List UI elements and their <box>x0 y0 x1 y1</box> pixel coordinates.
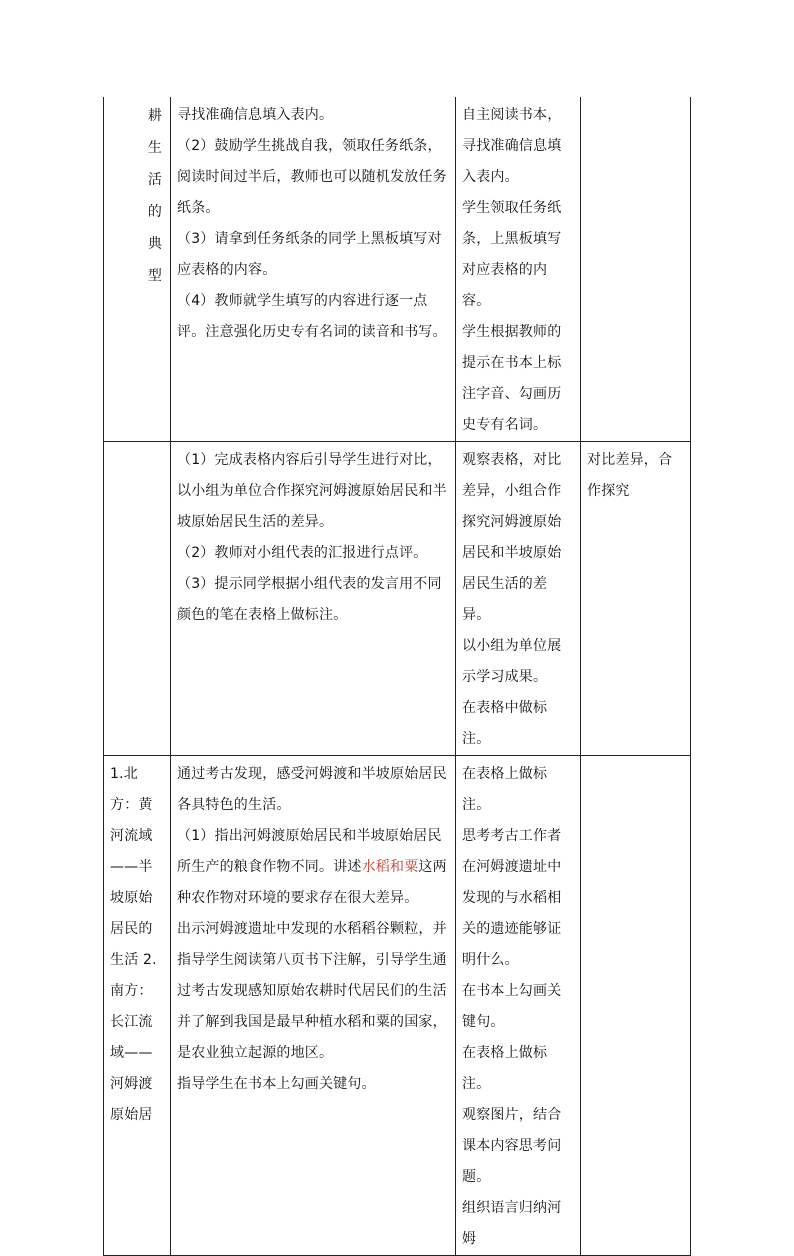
table-row <box>104 97 691 442</box>
student-paragraph: 观察表格，对比差异，小组合作探究河姆渡原始居民和半坡原始居民生活的差异。 <box>462 452 562 623</box>
teacher-activity-cell <box>171 756 456 1256</box>
design-intent-text <box>581 97 690 100</box>
topic-cell <box>104 756 171 1256</box>
student-paragraph: 学生领取任务纸条，上黑板填写对应表格的内容。 <box>462 200 562 309</box>
student-paragraph: 在书本上勾画关键句。 <box>462 983 562 1030</box>
design-intent-cell <box>581 442 691 756</box>
topic-text: 1.北方：黄河流域——半坡原始居民的生活 2.南方：长江流域——河姆渡原始居 <box>110 766 157 1123</box>
student-paragraph: 组织语言归纳河姆 <box>462 1200 562 1247</box>
topic-char: 活 <box>147 172 163 188</box>
topic-cell <box>104 442 171 756</box>
student-paragraph: 思考考古工作者在河姆渡遗址中发现的与水稻相关的遗迹能够证明什么。 <box>462 828 562 968</box>
table-row <box>104 442 691 756</box>
topic-char: 典 <box>147 236 163 252</box>
teacher-paragraph: 指导学生在书本上勾画关键句。 <box>177 1076 376 1092</box>
student-activity-cell <box>456 97 581 442</box>
teacher-paragraph <box>177 821 449 914</box>
teacher-text: 这两种农作物对环境的要求存在很大差异。 <box>177 859 447 906</box>
teacher-activity-cell <box>171 97 456 442</box>
student-paragraph: 学生根据教师的提示在书本上标注字音、勾画历史专有名词。 <box>462 324 562 433</box>
teacher-paragraph: （1）完成表格内容后引导学生进行对比，以小组为单位合作探究河姆渡原始居民和半坡原始居民生活的差异。 <box>177 452 447 530</box>
teacher-text: （1）指出河姆渡原始居民和半坡原始居民所生产的粮食作物不同。讲述 <box>177 828 442 875</box>
student-paragraph: 以小组为单位展示学习成果。 <box>462 638 562 685</box>
topic-cell <box>104 97 171 442</box>
design-intent-cell <box>581 756 691 1256</box>
student-paragraph: 在表格中做标注。 <box>462 700 548 747</box>
teacher-paragraph: （3）提示同学根据小组代表的发言用不同颜色的笔在表格上做标注。 <box>177 576 442 623</box>
topic-char: 的 <box>147 204 163 220</box>
lesson-plan-table <box>103 97 691 1256</box>
teacher-paragraph: 通过考古发现，感受河姆渡和半坡原始居民各具特色的生活。 <box>177 766 447 813</box>
topic-char: 生 <box>147 140 163 156</box>
teacher-paragraph: （2）教师对小组代表的汇报进行点评。 <box>177 545 428 561</box>
student-paragraph: 在表格上做标注。 <box>462 766 548 813</box>
teacher-activity-cell <box>171 442 456 756</box>
topic-char: 型 <box>147 268 163 284</box>
student-activity-cell <box>456 756 581 1256</box>
table-row <box>104 756 691 1256</box>
student-paragraph: 自主阅读书本，寻找准确信息填入表内。 <box>462 107 562 185</box>
teacher-paragraph: 寻找准确信息填入表内。 <box>177 107 334 123</box>
design-intent-cell <box>581 97 691 442</box>
design-intent-text <box>581 756 690 759</box>
student-paragraph: 在表格上做标注。 <box>462 1045 548 1092</box>
teacher-paragraph: （3）请拿到任务纸条的同学上黑板填写对应表格的内容。 <box>177 231 442 278</box>
topic-vertical-text <box>104 97 170 292</box>
topic-char: 耕 <box>147 108 163 124</box>
teacher-paragraph: 出示河姆渡遗址中发现的水稻稻谷颗粒，并指导学生阅读第八页书下注解，引导学生通过考古发现感知原始农耕时代居民们的生活并了解到我国是最早种植水稻和粟的国家，是农业独立起源的地区。 <box>177 921 447 1061</box>
design-intent-text: 对比差异，合作探究 <box>587 452 673 499</box>
teacher-paragraph: （2）鼓励学生挑战自我，领取任务纸条，阅读时间过半后，教师也可以随机发放任务纸条。 <box>177 138 447 216</box>
highlighted-term: 水稻和粟 <box>361 859 419 875</box>
student-activity-cell <box>456 442 581 756</box>
student-paragraph: 观察图片，结合课本内容思考问题。 <box>462 1107 562 1185</box>
teacher-paragraph: （4）教师就学生填写的内容进行逐一点评。注意强化历史专有名词的读音和书写。 <box>177 293 447 340</box>
